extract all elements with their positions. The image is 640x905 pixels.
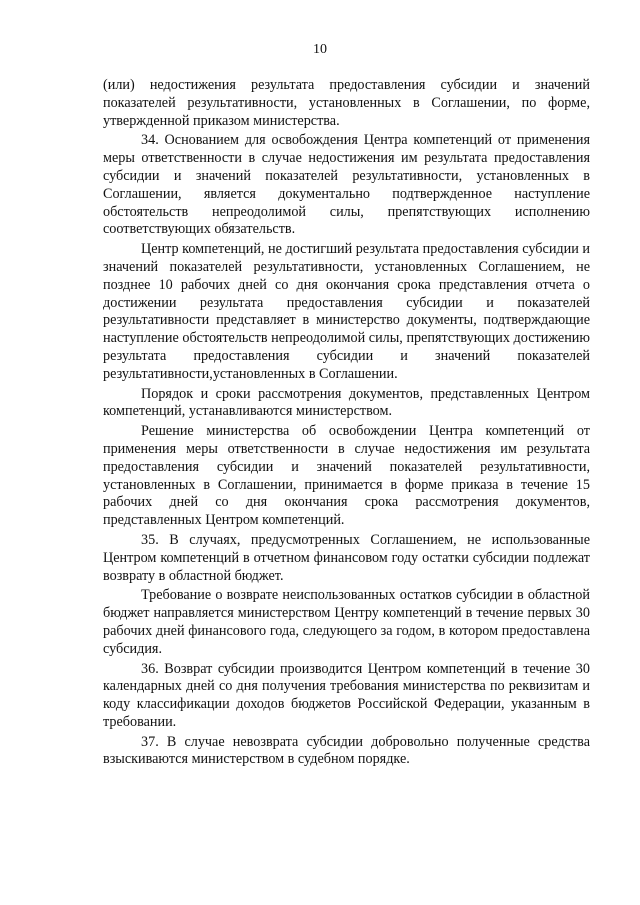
page-number: 10	[313, 42, 327, 57]
paragraph-34: 34. Основанием для освобождения Центра компетенций от применения меры ответственности в случае недостижения им результата предоставления субсидии и значений показателей результативности, установленных в Соглашении, является документально подтвержденное наступление обстоятельств непреодолимой силы, препятствующих исполнению соответствующих обязательств.	[103, 132, 590, 238]
paragraph-return-requirement: Требование о возврате неиспользованных остатков субсидии в областной бюджет направляется министерством Центру компетенций в течение первых 30 рабочих дней финансового года, следующего за годом, в котором предоставлена субсидия.	[103, 587, 590, 657]
paragraph-35: 35. В случаях, предусмотренных Соглашением, не использованные Центром компетенций в отчетном финансовом году остатки субсидии подлежат возврату в областной бюджет.	[103, 531, 590, 584]
paragraph-36: 36. Возврат субсидии производится Центром компетенций в течение 30 календарных дней со дня получения требования министерства по реквизитам и коду классификации доходов бюджетов Российской Федерации, указанным в требовании.	[103, 660, 590, 730]
paragraph-continuation: (или) недостижения результата предоставления субсидии и значений показателей результативности, установленных в Соглашении, по форме, утвержденной приказом министерства.	[103, 77, 590, 129]
paragraph-review-procedure: Порядок и сроки рассмотрения документов, представленных Центром компетенций, устанавливаются министерством.	[103, 385, 590, 420]
paragraph-37: 37. В случае невозврата субсидии добровольно полученные средства взыскиваются министерством в судебном порядке.	[103, 733, 590, 768]
paragraph-competence-center-docs: Центр компетенций, не достигший результата предоставления субсидии и значений показателей результативности, установленных Соглашением, не позднее 10 рабочих дней со дня окончания срока представления отчета о достижении результата предоставления субсидии и показателей результативности представляет в министерство документы, подтверждающие наступление обстоятельств непреодолимой силы, препятствующих достижению результата предоставления субсидии и значений показателей результативности,установленных в Соглашении.	[103, 241, 590, 382]
paragraph-ministry-decision: Решение министерства об освобождении Центра компетенций от применения меры ответственности в случае недостижения им результата предоставления субсидии и значений показателей результативности, установленных в Соглашении, принимается в форме приказа в течение 15 рабочих дней со дня окончания срока рассмотрения документов, представленных Центром компетенций.	[103, 423, 590, 529]
document-body	[103, 77, 590, 771]
